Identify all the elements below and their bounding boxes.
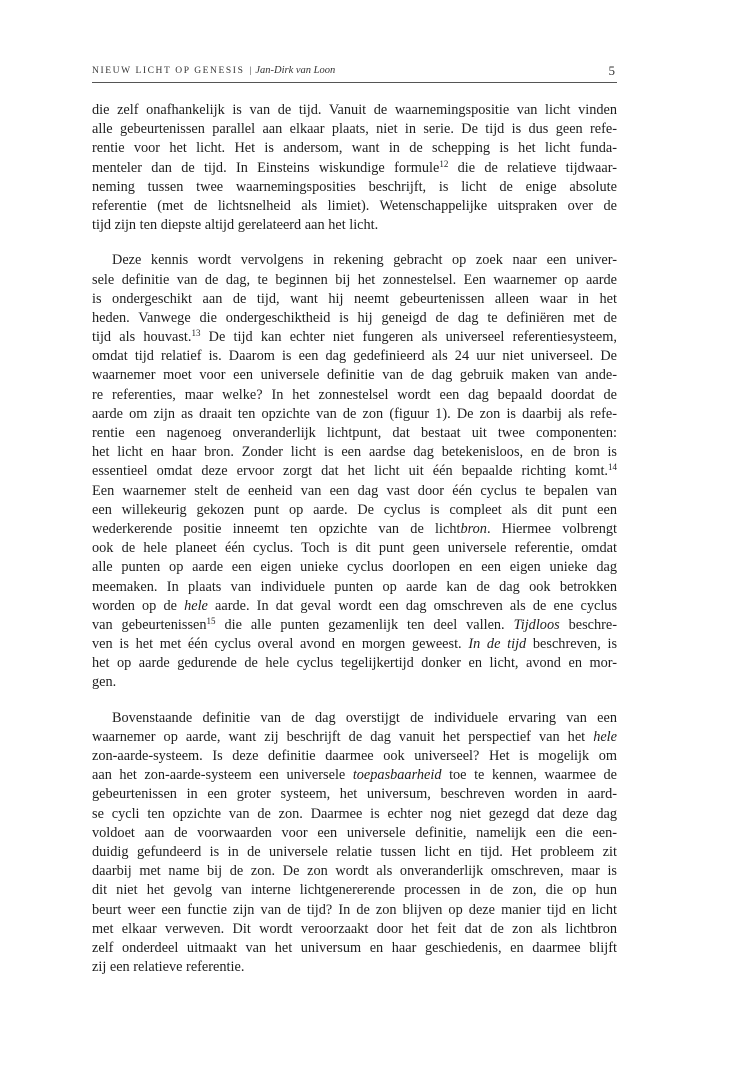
text-line [92, 178, 617, 197]
text-segment: aan het zon-aarde-systeem een universele [92, 767, 353, 784]
text-segment: beurt weer een functie zijn van de tijd? In de zon blijven op deze manier tijd en licht [92, 901, 617, 918]
text-line [92, 673, 617, 692]
text-line [92, 843, 617, 862]
author-name: Jan-Dirk van Loon [255, 65, 336, 76]
text-segment: tijd zijn ten diepste altijd gerelateerd aan het licht. [92, 217, 379, 234]
text-line [92, 920, 617, 939]
text-segment: ven is het met één cyclus overal avond en morgen geweest. [92, 636, 469, 653]
italic-text: Tijdloos [513, 616, 560, 633]
text-segment: het licht en haar bron. Zonder licht is een aardse dag betekenisloos, en de bron is [92, 444, 617, 461]
text-segment: heden. Vanwege die ondergeschiktheid is hij geneigd de dag te definiëren met de [92, 309, 617, 326]
text-segment: menteler dan de tijd. In Einsteins wiskundige formule [92, 159, 440, 176]
running-header [92, 62, 617, 83]
text-segment: referentie (met de lichtsnelheid als limiet). Wetenschappelijke uitspraken over de [92, 197, 617, 214]
text-line [92, 635, 617, 654]
text-line [92, 501, 617, 520]
text-line [92, 386, 617, 405]
paragraph [92, 251, 617, 692]
text-line [92, 558, 617, 577]
text-line [92, 251, 617, 270]
text-segment: die zelf onafhankelijk is van de tijd. Vanuit de waarnemingspositie van licht vinden [92, 102, 617, 118]
text-line [92, 958, 617, 977]
text-segment: tijd als houvast. [92, 329, 192, 346]
text-line [92, 881, 617, 900]
page-number: 5 [608, 63, 615, 78]
text-segment: re referenties, maar welke? In het zonnestelsel wordt een dag bepaald doordat de [92, 386, 617, 403]
text-segment: Deze kennis wordt vervolgens in rekening gebracht op zoek naar een univer- [112, 252, 617, 269]
text-line [92, 197, 617, 216]
text-segment: daarbij met name bij de zon. De zon wordt als onveranderlijk omschreven, maar is [92, 863, 617, 880]
text-segment: aarde. In dat geval wordt een dag omschreven als de ene cyclus [207, 597, 618, 614]
text-segment: omdat tijd relatief is. Daarom is een dag gedefinieerd als 24 uur niet universeel. De [92, 348, 617, 365]
text-line [92, 139, 617, 158]
text-line [92, 216, 617, 235]
italic-text: hele [184, 597, 208, 614]
text-segment: gebeurtenissen in een groter systeem, het universum, beschreven worden in aard- [92, 786, 617, 803]
text-segment: duidig gefundeerd is in de universele relatie tussen licht en tijd. Het probleem zit [92, 843, 617, 860]
text-segment: aarde om zijn as draait ten opzichte van de zon (figuur 1). De zon is daarbij als refe- [92, 405, 617, 422]
text-segment: worden op de [92, 597, 185, 614]
text-segment: een willekeurig gekozen punt op aarde. De cyclus is compleet als dit punt een [92, 501, 617, 518]
text-segment: voldoet aan de voorwaarden voor een universele definitie, namelijk een die een- [92, 824, 617, 841]
text-line [92, 309, 617, 328]
footnote-marker: 12 [439, 158, 449, 169]
text-line [92, 578, 617, 597]
text-line [92, 120, 617, 139]
text-line [92, 616, 617, 635]
text-segment: alle gebeurtenissen parallel aan elkaar plaats, niet in serie. De tijd is dus geen refe- [92, 121, 617, 138]
text-segment: neming tussen twee waarnemingsposities beschrijft, is licht de enige absolute [92, 178, 617, 195]
text-line [92, 347, 617, 366]
text-line [92, 805, 617, 824]
text-segment: wederkerende positie inneemt ten opzichte van de licht [92, 520, 461, 537]
text-segment: waarnemer op aarde, want zij beschrijft de dag vanuit het perspectief van het [92, 728, 594, 745]
text-segment: alle punten op aarde een eigen unieke cyclus doorlopen en een eigen unieke dag [92, 559, 617, 576]
text-line [92, 747, 617, 766]
text-line [92, 366, 617, 385]
text-line [92, 654, 617, 673]
text-segment: met elkaar verweven. Dit wordt veroorzaakt door het feit dat de zon als lichtbron [92, 920, 617, 937]
text-segment: rentie voor het licht. Het is andersom, want in de schepping is het licht funda- [92, 140, 617, 157]
text-segment: . Hiermee volbrengt [486, 520, 617, 537]
text-segment: die alle punten gezamenlijk ten deel vallen. [215, 616, 514, 633]
book-title-text: NIEUW LICHT OP GENESIS [92, 66, 245, 76]
text-segment: dit niet het gevolg van interne lichtgenererende processen in de zon, die op hun [92, 882, 617, 899]
text-line [92, 159, 617, 178]
text-line [92, 520, 617, 539]
paragraph [92, 709, 617, 978]
book-title [92, 65, 335, 76]
body-text [92, 101, 617, 993]
italic-text: hele [593, 728, 617, 745]
text-segment: ook de hele planeet één cyclus. Toch is dit punt geen universele referentie, omdat [92, 540, 617, 557]
italic-text: bron [460, 520, 487, 537]
footnote-marker: 14 [608, 462, 617, 473]
text-segment: zelf onderdeel uitmaakt van het universum en haar geschiedenis, en daarmee blijft [92, 939, 617, 956]
text-line [92, 405, 617, 424]
text-segment: zon-aarde-systeem. Is deze definitie daarmee ook universeel? Het is mogelijk om [92, 748, 617, 764]
text-segment: De tijd kan echter niet fungeren als universeel referentiesysteem, [200, 329, 617, 346]
text-segment: Een waarnemer stelt de eenheid van een dag vast door één cyclus te bepalen van [92, 482, 617, 499]
text-line [92, 862, 617, 881]
text-segment: waarnemer moet voor een universele definitie van de dag gebruik maken van ande- [92, 367, 617, 384]
text-line [92, 709, 617, 728]
text-line [92, 271, 617, 290]
text-segment: beschre- [559, 616, 617, 633]
text-line [92, 443, 617, 462]
text-line [92, 462, 617, 481]
text-line [92, 785, 617, 804]
text-line [92, 901, 617, 920]
text-segment: beschreven, is [526, 636, 618, 653]
text-line [92, 482, 617, 501]
text-segment: meemaken. In plaats van individuele punten op aarde kan de dag ook betrokken [92, 578, 617, 595]
text-line [92, 824, 617, 843]
italic-text: In de tijd [468, 636, 527, 653]
text-segment: is ondergeschikt aan de tijd, want hij neemt gebeurtenissen alleen waar in het [92, 290, 617, 307]
text-line [92, 539, 617, 558]
text-line [92, 101, 617, 120]
header-separator: | [249, 66, 252, 76]
text-line [92, 290, 617, 309]
text-line [92, 939, 617, 958]
italic-text: toepasbaarheid [352, 767, 442, 784]
text-segment: het op aarde gedurende de hele cyclus tegelijkertijd donker en licht, avond en mor- [92, 655, 617, 672]
text-line [92, 597, 617, 616]
text-segment: rentie een nagenoeg onveranderlijk lichtpunt, dat bestaat uit twee componenten: [92, 425, 617, 441]
text-segment: toe te kennen, waarmee de [441, 767, 617, 784]
text-line [92, 728, 617, 747]
text-segment: gen. [92, 674, 117, 691]
footnote-marker: 13 [191, 328, 201, 339]
text-segment: sele definitie van de dag, te beginnen bij het zonnestelsel. Een waarnemer op aarde [92, 271, 617, 288]
footnote-marker: 15 [206, 615, 216, 626]
text-segment: van gebeurtenissen [92, 616, 207, 633]
text-segment: se cycli ten opzichte van de zon. Daarmee is echter nog niet gezegd dat deze dag [92, 805, 617, 822]
text-line [92, 766, 617, 785]
paragraph [92, 101, 617, 235]
text-segment: essentieel omdat deze ervoor zorgt dat het licht uit één bepaalde richting komt. [92, 463, 608, 480]
text-line [92, 328, 617, 347]
text-line [92, 424, 617, 443]
text-segment: Bovenstaande definitie van de dag overstijgt de individuele ervaring van een [112, 709, 617, 726]
text-segment: die de relatieve tijdwaar- [448, 159, 617, 176]
text-segment: zij een relatieve referentie. [92, 959, 245, 976]
